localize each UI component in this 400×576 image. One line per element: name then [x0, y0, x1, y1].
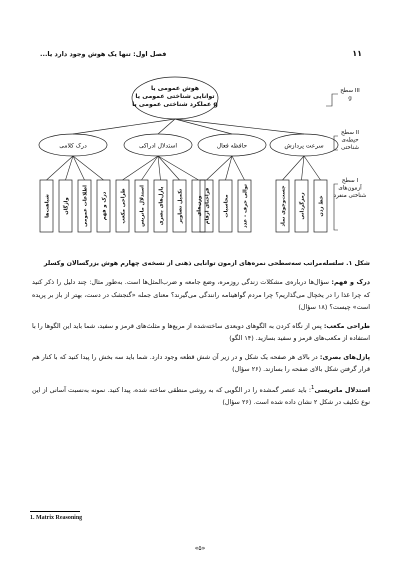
connector-line	[73, 156, 85, 180]
paragraph	[32, 320, 370, 345]
subtest-label: محاسبات	[223, 194, 230, 218]
top-node-label: توانایی شناختی عمومی یا	[135, 93, 215, 100]
subtest-label: استدلال ماتریس	[139, 185, 146, 227]
subtest-label: طراحی مکعب	[120, 188, 127, 224]
body-text	[32, 276, 370, 415]
connector-line	[302, 156, 305, 180]
top-node-label: هوش عمومی یا	[150, 85, 200, 92]
running-title: فصل اول: تنها یک هوش وجود دارد یا...	[40, 49, 167, 58]
level-label: سطح III	[340, 88, 360, 94]
paragraph-term: درک و فهم:	[331, 278, 370, 286]
level-label: سطح I	[341, 178, 359, 184]
mid-node-label: استدلال ادراکی	[138, 142, 178, 150]
level-label: شناختی	[341, 145, 359, 151]
hierarchy-diagram	[20, 72, 390, 242]
level-bracket	[326, 94, 338, 106]
subtest-label: رمزگردانی	[299, 192, 306, 220]
footnote-rule	[30, 511, 80, 512]
connector-line	[207, 156, 233, 180]
subtest-label: شباهت‌ها	[44, 194, 51, 218]
subtest-label: فراخنای ارقام	[204, 187, 211, 225]
paragraph-text: : باید عنصر گمشده را در الگویی که به روشی منطقی ساخته شده، پیدا کنید. نمونه به‌نسبت آسانی از این نوع تکلیف در شکل ۲ نشان داده شده است. (۲۶ سؤال)	[32, 385, 370, 407]
paragraph-term: پازل‌های بصری:	[319, 352, 370, 361]
paragraph-term: طراحی مکعب:	[323, 321, 370, 330]
subtest-label: توالی حرف - عدد	[242, 184, 249, 228]
connector-line	[73, 156, 104, 180]
connector-line	[175, 119, 304, 134]
mid-node-label: حافظه فعال	[216, 142, 248, 150]
page-number: ۱۱	[352, 49, 362, 58]
subtest-label: درک و فهم	[101, 191, 108, 221]
connector-line	[283, 156, 305, 180]
connector-line	[158, 156, 199, 180]
connector-line	[232, 156, 245, 180]
paragraph-text: در بالای هر صفحه یک شکل و در زیر آن شش قطعه وجود دارد. شما باید سه بخش را پیدا کنید که با کنار هم قرار گرفتن شکل بالای صفحه را بسازند. (۲۶ سؤال)	[32, 352, 370, 373]
connector-line	[304, 156, 321, 180]
footnote: 1. Matrix Reasoning	[30, 515, 83, 521]
connector-line	[175, 119, 232, 134]
level-label: سطح II	[341, 130, 359, 136]
connector-line	[158, 156, 161, 180]
mid-node-label: درک کلامی	[59, 142, 87, 150]
connector-line	[142, 156, 159, 180]
level-label: آزمون‌های	[338, 185, 362, 192]
paragraph-text: پس از نگاه کردن به الگوهای دوبعدی ساخته‌شده از مربع‌ها و مثلث‌های قرمز و سفید، شما باید این الگوها را با استفاده از مکعب‌های قرمز و سفید بسازید. (۱۴ الگو)	[32, 321, 370, 342]
connector-line	[123, 156, 159, 180]
footnote-marker: 1	[311, 384, 315, 391]
paragraph-term: استدلال ماتریسی	[314, 385, 371, 394]
subtest-label: اطلاعات عمومی	[82, 185, 89, 227]
subtest-label: تکمیل تصاویر	[177, 188, 184, 224]
level-label: حیطه‌ی	[341, 137, 359, 144]
level-label: g	[348, 95, 352, 102]
connector-line	[226, 156, 233, 180]
hierarchy-diagram-svg	[20, 72, 390, 242]
level-label: شناختی منفرد	[333, 193, 367, 199]
connector-line	[73, 119, 175, 134]
subtest-label: پازل‌های بصری	[158, 186, 165, 226]
paragraph-text: سؤال‌ها درباره‌ی مشکلات زندگی روزمره، وضع جامعه و ضرب‌المثل‌ها است. به‌طور مثال: چند دلیل را ذکر کنید که چرا غذا را در یخچال می‌گذاریم؟ چرا مردم گواهینامه رانندگی می‌گیرند؟ معنای جمله «گنجشک در دست، بهتر از باز بر پریده است» چیست؟ (۱۸ سؤال)	[32, 278, 370, 311]
paragraph	[32, 276, 370, 314]
subtest-label: واژگان	[63, 197, 70, 215]
top-node-label: عملکرد شناختی عمومی یا g	[132, 101, 218, 108]
connector-line	[158, 156, 180, 180]
subtest-label: خط زدن	[318, 195, 325, 217]
running-header	[40, 49, 362, 58]
paragraph	[32, 382, 370, 409]
subtest-label: جست‌وجوی نماد	[280, 185, 287, 227]
figure-caption: شکل ۱. سلسله‌مراتب سه‌سطحی نمره‌های آزمون توانایی ذهنی از نسخه‌ی چهارم هوش بزرگسالان وکسلر	[43, 260, 370, 267]
subtest-label: وزن‌های	[196, 195, 203, 217]
mid-node-label: سرعت پردازش	[284, 142, 324, 150]
paragraph	[32, 351, 370, 376]
folio: «۵»	[194, 545, 206, 552]
